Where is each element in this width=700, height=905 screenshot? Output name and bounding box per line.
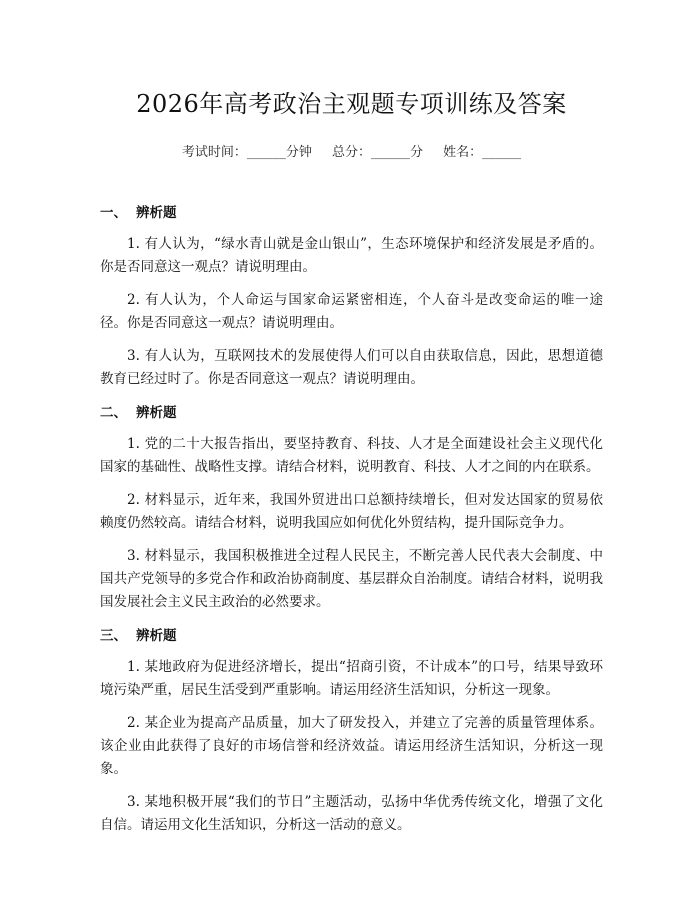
section-heading-text: 辨析题 [136, 205, 177, 221]
section-1 [100, 201, 603, 391]
question-item: 1. 有人认为，“绿水青山就是金山银山”，生态环境保护和经济发展是矛盾的。你是否同意这一观点？请说明理由。 [100, 236, 603, 275]
total-score: 总分：______分 [331, 145, 423, 160]
section-heading-text: 辨析题 [136, 405, 177, 421]
question-item: 1. 某地政府为促进经济增长，提出“招商引资，不计成本”的口号，结果导致环境污染严重，居民生活受到严重影响。请运用经济生活知识，分析这一现象。 [100, 659, 603, 698]
section-heading [100, 201, 603, 221]
exam-time: 考试时间：______分钟 [181, 145, 312, 160]
section-2 [100, 401, 603, 614]
section-heading [100, 401, 603, 421]
question-item: 3. 有人认为，互联网技术的发展使得人们可以自由获取信息，因此，思想道德教育已经过时了。你是否同意这一观点？请说明理由。 [100, 348, 603, 387]
question-item: 2. 有人认为，个人命运与国家命运紧密相连，个人奋斗是改变命运的唯一途径。你是否同意这一观点？请说明理由。 [100, 292, 603, 331]
question-item: 2. 某企业为提高产品质量，加大了研发投入，并建立了完善的质量管理体系。该企业由此获得了良好的市场信誉和经济效益。请运用经济生活知识，分析这一现象。 [100, 715, 603, 777]
section-heading [100, 624, 603, 644]
exam-meta [100, 141, 603, 160]
student-name: 姓名：______ [443, 145, 522, 160]
page-title: 2026年高考政治主观题专项训练及答案 [136, 90, 567, 118]
section-3 [100, 624, 603, 837]
question-item: 1. 党的二十大报告指出，要坚持教育、科技、人才是全面建设社会主义现代化国家的基础性、战略性支撑。请结合材料，说明教育、科技、人才之间的内在联系。 [100, 436, 603, 475]
section-number: 一、 [100, 205, 127, 221]
question-item: 2. 材料显示，近年来，我国外贸进出口总额持续增长，但对发达国家的贸易依赖度仍然较高。请结合材料，说明我国应如何优化外贸结构，提升国际竞争力。 [100, 492, 603, 531]
section-number: 三、 [100, 628, 127, 644]
question-item: 3. 材料显示，我国积极推进全过程人民民主，不断完善人民代表大会制度、中国共产党领导的多党合作和政治协商制度、基层群众自治制度。请结合材料，说明我国发展社会主义民主政治的必然要求。 [100, 548, 603, 610]
section-number: 二、 [100, 405, 127, 421]
section-heading-text: 辨析题 [136, 628, 177, 644]
question-item: 3. 某地积极开展“我们的节日”主题活动，弘扬中华优秀传统文化，增强了文化自信。请运用文化生活知识，分析这一活动的意义。 [100, 794, 603, 833]
